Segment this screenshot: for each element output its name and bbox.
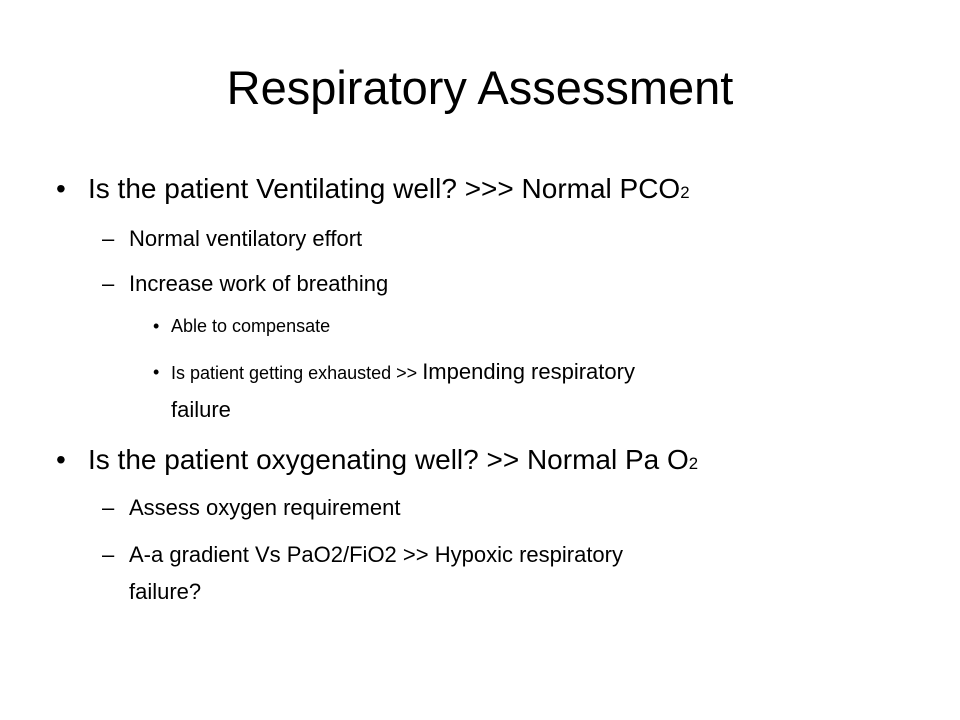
subitem-text-large: Impending respiratory [422, 359, 635, 384]
bullet-ventilation [56, 172, 690, 210]
subitem-exhausted [153, 358, 635, 387]
item-text: Assess oxygen requirement [129, 495, 401, 520]
item-text: A-a gradient Vs PaO2/FiO2 >> Hypoxic respiratory [129, 542, 623, 567]
bullet-oxygenation [56, 443, 699, 481]
slide-title: Respiratory Assessment [226, 61, 734, 114]
item-oxygen-requirement [102, 494, 401, 522]
pao2-subscript: 2 [688, 454, 699, 473]
subitem-compensate [153, 312, 331, 340]
bullet-icon: • [153, 362, 160, 382]
bullet-icon: • [56, 444, 66, 475]
item-text: Normal ventilatory effort [129, 226, 363, 251]
item-normal-effort [102, 225, 363, 253]
subitem-text-small: Is patient getting exhausted >> [171, 363, 423, 383]
item-aa-gradient-continued [129, 578, 201, 606]
item-text: Increase work of breathing [129, 271, 389, 296]
subitem-text: Able to compensate [171, 316, 331, 336]
item-increased-work [102, 270, 389, 298]
bullet-icon: • [153, 316, 160, 336]
subitem-exhausted-continued [171, 396, 231, 424]
dash-icon: – [102, 542, 115, 567]
oxygenation-question: Is the patient oxygenating well? >> Normal Pa O [88, 444, 689, 475]
dash-icon: – [102, 271, 115, 296]
bullet-icon: • [56, 173, 66, 204]
ventilation-question: Is the patient Ventilating well? >>> Normal PCO [88, 173, 681, 204]
dash-icon: – [102, 226, 115, 251]
item-aa-gradient [102, 541, 623, 569]
continuation-text: failure [171, 397, 231, 422]
dash-icon: – [102, 495, 115, 520]
continuation-text: failure? [129, 579, 202, 604]
pco2-subscript: 2 [680, 183, 690, 202]
